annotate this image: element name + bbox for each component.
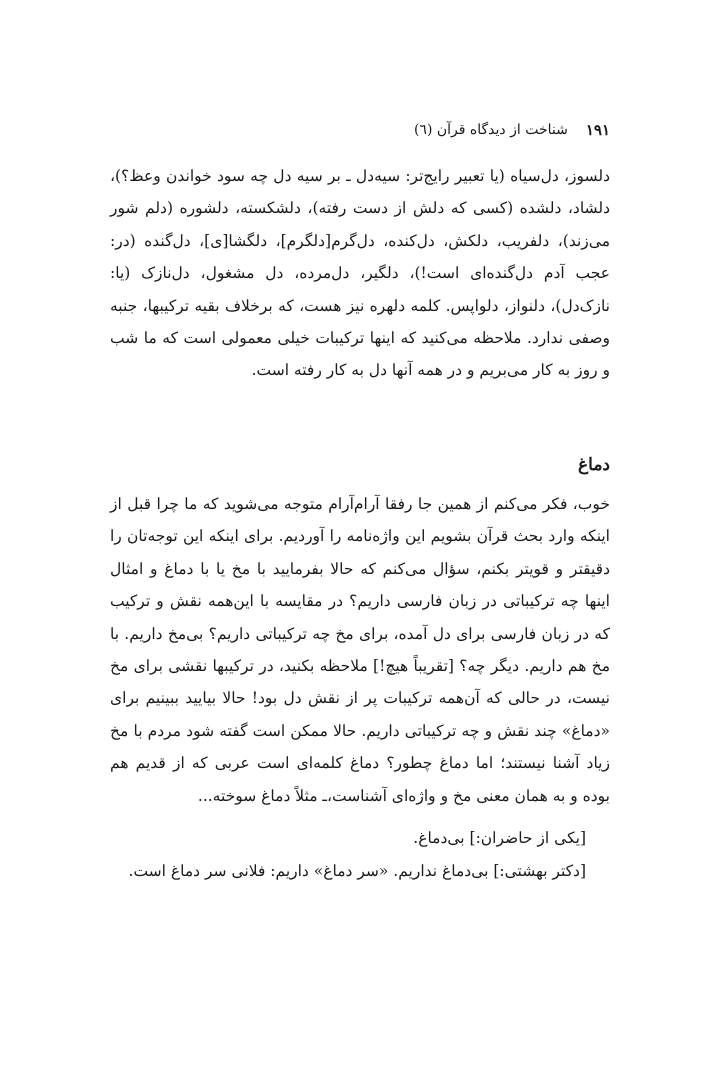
dialogue-line: [یکی از حاضران:] بی‌دماغ.	[413, 829, 586, 847]
book-page	[110, 0, 610, 1065]
running-header	[110, 118, 610, 142]
body-paragraph: دلسوز، دل‌سیاه (یا تعبیر رایج‌تر: سیه‌دل ـ بر سیه دل چه سود خواندن وعظ؟)، دلشاد، دلشده (کسی که دلش از دست رفته)، دلشکسته، دلشوره (دلم شور می‌زند)، دلفریب، دلکش، دل‌کنده، دل‌گرم[دلگرم]، دلگشا[ی]، دل‌گنده (در: عجب آدم دل‌گنده‌ای است!)، دلگیر، دل‌مرده، دل مشغول، دل‌نازک (یا: نازک‌دل)، دلنواز، دلواپس. کلمه دلهره نیز هست، که برخلاف بقیه ترکیبها، جنبه وصفی ندارد. ملاحظه می‌کنید که اینها ترکیبات خیلی معمولی است که ما شب و روز به کار می‌بریم و در همه آنها دل به کار رفته است.	[110, 167, 610, 380]
running-title: شناخت از دیدگاه قرآن (٦)	[413, 122, 568, 138]
section-heading: دماغ	[578, 455, 610, 475]
dialogue-line: [دکتر بهشتی:] بی‌دماغ نداریم. «سر دماغ» داریم: فلانی سر دماغ است.	[128, 862, 586, 880]
page-number: ۱۹۱	[585, 121, 610, 139]
body-paragraph: خوب، فکر می‌کنم از همین جا رفقا آرام‌آرام متوجه می‌شوید که ما چرا قبل از اینکه وارد بحث قرآن بشویم این واژه‌نامه را آوردیم. برای اینکه این توجه‌تان را دقیقتر و قویتر بکنم، سؤال می‌کنم که حالا بفرمایید با مخ یا با دماغ و امثال اینها چه ترکیباتی در زبان فارسی داریم؟ در مقایسه با این‌همه نقش و ترکیب که در زبان فارسی برای دل آمده، برای مخ چه ترکیباتی داریم؟ بی‌مخ داریم. با مخ هم داریم. دیگر چه؟ [تقریباً هیچ!] ملاحظه بکنید، در ترکیبها نقشی برای مخ نیست، در حالی که آن‌همه ترکیبات پر از نقش دل بود! حالا بیایید ببینیم برای «دماغ» چند نقش و چه ترکیباتی داریم. حالا ممکن است گفته شود مردم با مخ زیاد آشنا نیستند؛ اما دماغ چطور؟ دماغ کلمه‌ای است عربی که از قدیم هم بوده و به همان معنی مخ و واژه‌ای آشناست،ـ مثلاً دماغ سوخته...	[110, 495, 610, 805]
